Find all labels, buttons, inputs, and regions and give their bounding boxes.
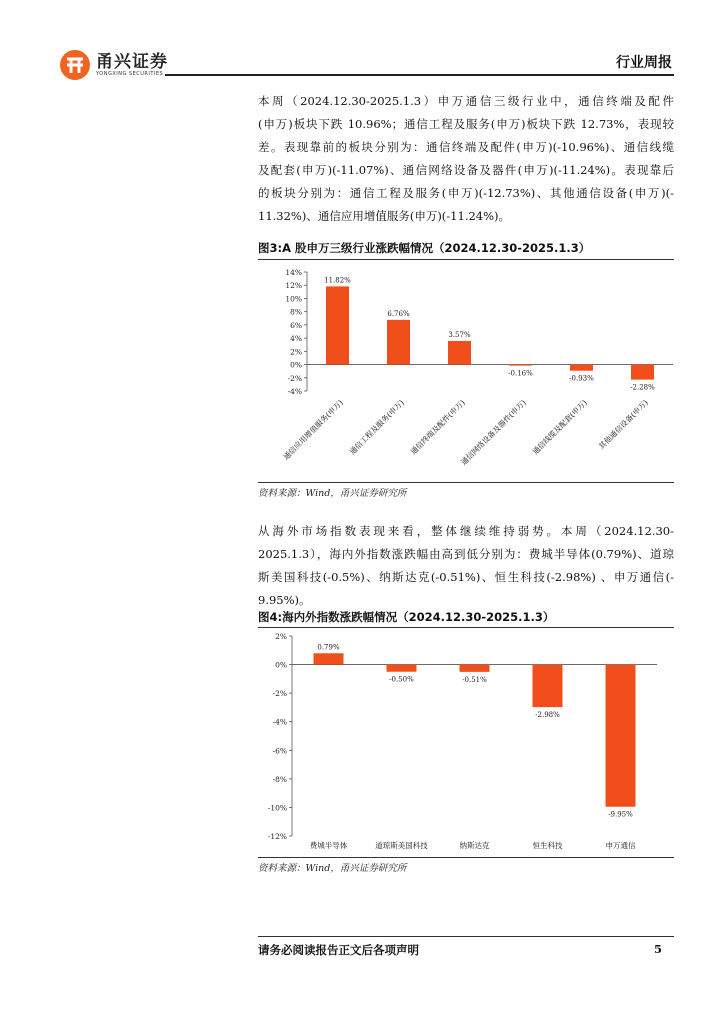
x-tick-label: 道琼斯美国科技	[375, 841, 428, 850]
report-type: 行业周报	[616, 55, 672, 71]
data-label: -0.93%	[569, 374, 594, 383]
figure-4-title: 图4:海内外指数涨跌幅情况（2024.12.30-2025.1.3）	[258, 610, 555, 624]
y-tick-label: 14%	[285, 268, 302, 277]
paragraph-line: 的板块分别为：通信工程及服务(申万)(-12.73%)、其他通信设备(申万)(-	[258, 186, 674, 200]
bar	[509, 365, 532, 366]
x-tick-label: 纳斯达克	[459, 841, 490, 850]
data-label: 0.79%	[317, 643, 340, 652]
logo-name: 甬兴证券	[96, 52, 168, 72]
y-tick-label: -4%	[287, 387, 302, 396]
y-tick-label: -2%	[272, 689, 287, 699]
paragraph-1	[258, 90, 674, 228]
paragraph-line: 11.32%)、通信应用增值服务(申万)(-11.24%)。	[258, 209, 511, 223]
paragraph-line: 及配套(申万)(-11.07%)、通信网络设备及器件(申万)(-11.24%)。表现靠后	[258, 163, 674, 177]
paragraph-line: 2025.1.3），海内外指数涨跌幅由高到低分别为：费城半导体(0.79%)、道琼	[258, 547, 674, 561]
bar	[387, 665, 417, 672]
x-tick-label: 通信终端及配件(申万)	[408, 398, 467, 457]
paragraph-line: 从海外市场指数表现来看，整体继续维持弱势。本周（2024.12.30-	[258, 524, 674, 538]
paragraph-2	[258, 520, 674, 612]
y-tick-label: 12%	[285, 281, 302, 291]
bar	[314, 653, 344, 664]
x-tick-label: 通信网络设备及器件(申万)	[459, 398, 528, 467]
paragraph-line: 差。表现靠前的板块分别为：通信终端及配件(申万)(-10.96%)、通信线缆	[258, 140, 674, 154]
paragraph-line: 斯美国科技(-0.5%)、纳斯达克(-0.51%)、恒生科技(-2.98%) 、申万通信(-	[258, 570, 674, 584]
y-tick-label: -12%	[267, 832, 287, 841]
paragraph-line: (申万)板块下跌 10.96%；通信工程及服务(申万)板块下跌 12.73%，表现较	[258, 117, 674, 131]
data-label: -2.98%	[535, 711, 560, 720]
x-tick-label: 其他通信设备(申万)	[596, 398, 650, 451]
bar	[606, 665, 636, 807]
data-label: 6.76%	[387, 309, 410, 318]
y-tick-label: -2%	[287, 373, 302, 383]
y-tick-label: -4%	[272, 717, 287, 727]
y-tick-label: -8%	[272, 774, 287, 784]
paragraph-line: 9.95%)。	[258, 593, 311, 607]
y-tick-label: 0%	[275, 660, 287, 670]
x-tick-label: 通信工程及服务(申万)	[347, 398, 406, 457]
data-label: -0.16%	[508, 369, 533, 378]
page-number: 5	[653, 942, 662, 956]
data-label: -9.95%	[608, 810, 633, 819]
company-logo	[58, 48, 168, 82]
y-tick-label: 2%	[290, 347, 302, 357]
y-tick-label: -6%	[272, 746, 287, 756]
y-tick-label: -10%	[267, 803, 287, 813]
figure-4-source: 资料来源：Wind，甬兴证券研究所	[258, 863, 407, 874]
data-label: -0.51%	[462, 675, 487, 684]
x-tick-label: 申万通信	[605, 841, 636, 850]
figure-3-title: 图3:A 股申万三级行业涨跌幅情况（2024.12.30-2025.1.3）	[258, 241, 591, 255]
data-label: 3.57%	[448, 330, 471, 339]
figure-3-source: 资料来源：Wind，甬兴证券研究所	[258, 488, 407, 499]
figure-4-bottom-rule	[258, 857, 674, 858]
figure-3-chart	[258, 262, 674, 480]
page-header	[58, 44, 674, 80]
figure-4-top-rule	[258, 627, 674, 628]
bar	[326, 286, 349, 364]
x-tick-label: 费城半导体	[309, 841, 348, 850]
paragraph-line: 本周（2024.12.30-2025.1.3）申万通信三级行业中，通信终端及配件	[258, 94, 674, 108]
figure-3-top-rule	[258, 259, 674, 260]
x-tick-label: 通信线缆及配套(申万)	[530, 398, 589, 457]
x-tick-label: 通信应用增值服务(申万)	[281, 398, 345, 462]
data-label: -0.50%	[389, 675, 414, 684]
logo-english-name: YONGXING SECURITIES	[96, 71, 164, 77]
y-tick-label: 0%	[290, 360, 302, 370]
logo-mark-icon	[58, 48, 92, 82]
x-tick-label: 恒生科技	[532, 841, 563, 850]
y-tick-label: 8%	[290, 307, 302, 317]
bar	[460, 665, 490, 672]
bar	[533, 665, 563, 708]
data-label: -2.28%	[630, 383, 655, 392]
y-tick-label: 6%	[290, 320, 302, 330]
y-tick-label: 10%	[285, 294, 302, 304]
footer-disclaimer: 请务必阅读报告正文后各项声明	[258, 943, 419, 957]
bar	[570, 365, 593, 371]
data-label: 11.82%	[324, 276, 351, 285]
bar	[387, 320, 410, 365]
figure-4-chart	[258, 630, 674, 856]
bar	[448, 341, 471, 365]
footer-divider	[258, 936, 674, 937]
y-tick-label: 4%	[290, 334, 302, 344]
bar	[631, 365, 654, 380]
figure-3-bottom-rule	[258, 482, 674, 483]
y-tick-label: 2%	[275, 632, 287, 641]
header-divider	[165, 74, 674, 76]
